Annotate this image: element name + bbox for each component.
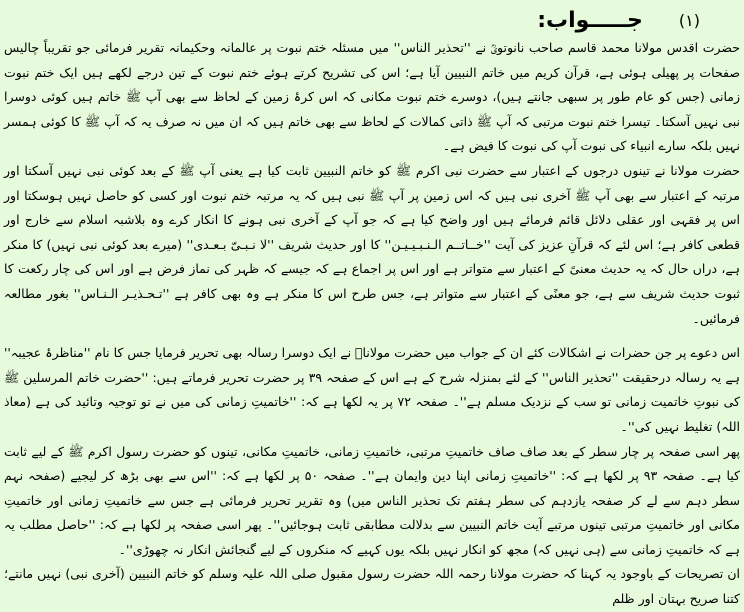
paragraph-three-degrees: حضرت مولانا نے تینوں درجوں کے اعتبار سے حضرت نبی اکرم ﷺ کو خاتم النبیین ثابت کیا ہے یعنی آپ ﷺ کے بعد کوئی نبی نہیں آسکتا اور مرتبہ کے اعتبار سے بھی آپ ﷺ آخری نبی ہیں کہ اس زمین پر آپ ﷺ نبی ہیں کہ یہ مرتبہ ختم نبوت اور کسی کو حاصل نہیں ہوسکتا اور اس پر فقہی اور عقلی دلائل قائم فرمائے ہیں اور واضح کیا ہے کہ جو آپ کے آخری نبی ہونے کا انکار کرے وہ بلاشبہ اسلام سے خارج اور قطعی کافر ہے؛ اس لئے کہ قرآنِ عزیز کی آیت ''خــاتــم الـنـبـیـیـن'' کا اور حدیث شریف ''لا نـبـیّ بـعـدی'' (میرے بعد کوئی نبی نہیں) کا منکر ہے، دراں حال کہ یہ حدیث معنیً کے اعتبار سے متواتر ہے اور اس پر اجماع ہے کہ جیسے کہ ظہر کی نماز فرض ہے اور اس کی چار رکعت کا ثبوت حدیث شریف سے ہے، جو معنًی کے اعتبار سے متواتر ہے، جس طرح اس کا منکر ہے وہ بھی کافر ہے ''تـحـذیـر الـنـاس'' بغور مطالعہ فرمائیں۔: [4, 162, 740, 326]
paragraph-munazara-ajeeba: اس دعوے پر جن حضرات نے اشکالات کئے ان کے جواب میں حضرت مولاناؒ نے ایک دوسرا رسالہ بھی تحریر فرمایا جس کا نام ''مناظرۂ عجیبہ'' ہے یہ رسالہ درحقیقت ''تحذیر الناس'' کے لئے بمنزلہ شرح کے ہے اس کے صفحہ ۳۹ پر حضرت تحریر فرماتے ہیں: ''حضرت خاتم المرسلین ﷺ کی نبوتِ خاتمیت زمانی تو سب کے نزدیک مسلم ہے''۔ صفحہ ۷۲ پر یہ لکھا ہے کہ: ''خاتمیتِ زمانی کی میں نے تو توجیہ وتائید کی ہے (معاذ اللہ) تغلیط نہیں کی''۔: [4, 345, 740, 434]
heading-title: جـــــواب:: [537, 7, 643, 33]
paragraph-spacer: [4, 331, 740, 341]
answer-heading: [4, 4, 700, 36]
heading-number: (۱): [678, 10, 700, 30]
paragraph-page-references: پھر اسی صفحہ پر چار سطر کے بعد صاف صاف خاتمیتِ مرتبی، خاتمیتِ زمانی، خاتمیتِ مکانی، تینوں کو حضرت رسول اکرم ﷺ کے لیے ثابت کیا ہے۔ صفحہ ۹۳ پر لکھا ہے کہ: ''خاتمیتِ زمانی اپنا دین وایمان ہے''۔ صفحہ ۵۰ پر لکھا ہے کہ: ''اس سے بھی بڑھ کر لیجیے (صفحہ نہم سطر دہم سے لے کر صفحہ یازدہم کی سطر ہفتم تک تحذیر الناس میں) وہ تقریر تحریر فرمائی ہے جس سے خاتمیتِ زمانی اور خاتمیتِ مکانی اور خاتمیتِ مرتبی تینوں مرتبے آیت خاتم النبیین سے بدلالت مطابقی ثابت ہوجائیں''۔ پھر اسی صفحہ پر لکھا ہے کہ: ''حاصل مطلب یہ ہے کہ خاتمیتِ زمانی سے (ہی نہیں کہ) مجھ کو انکار نہیں بلکہ یوں کہیے کہ منکروں کے لیے گنجائش انکار نہ چھوڑی''۔: [4, 443, 741, 557]
paragraph-conclusion: ان تصریحات کے باوجود یہ کہنا کہ حضرت مولانا رحمہ اللہ حضرت رسول مقبول صلی اللہ علیہ وسلم کو خاتم النبیین (آخری نبی) نہیں مانتے؛ کتنا صریح بہتان اور ظلم: [4, 566, 740, 607]
paragraph-intro: حضرت اقدس مولانا محمد قاسم صاحب نانوتویؒ نے ''تحذیر الناس'' میں مسئلہ ختم نبوت پر عالمانہ وحکیمانہ تقریر فرمائی جو تقریباً چالیس صفحات پر پھیلی ہوئی ہے، قرآن کریم میں خاتم النبیین آیا ہے؛ اس کی تشریح کرتے ہوئے ختم نبوت کے تین درجے لکھے ہیں ایک ختم نبوت زمانی (جس کو عام طور پر سبھی جانتے ہیں)، دوسرے ختم نبوت مکانی کہ اس کرۂ زمین کے لحاظ سے بھی آپ ﷺ خاتم ہیں کوئی دوسرا نبی نہیں آسکتا۔ تیسرا ختم نبوت مرتبی کہ آپ ﷺ ذاتی کمالات کے لحاظ سے بھی خاتم ہیں کہ ان میں نہ صرف یہ کہ آپ ﷺ کا کوئی ہمسر نہیں بلکہ سارے انبیاء کی نبوت آپ کی نبوت کا فیض ہے۔: [4, 40, 740, 154]
